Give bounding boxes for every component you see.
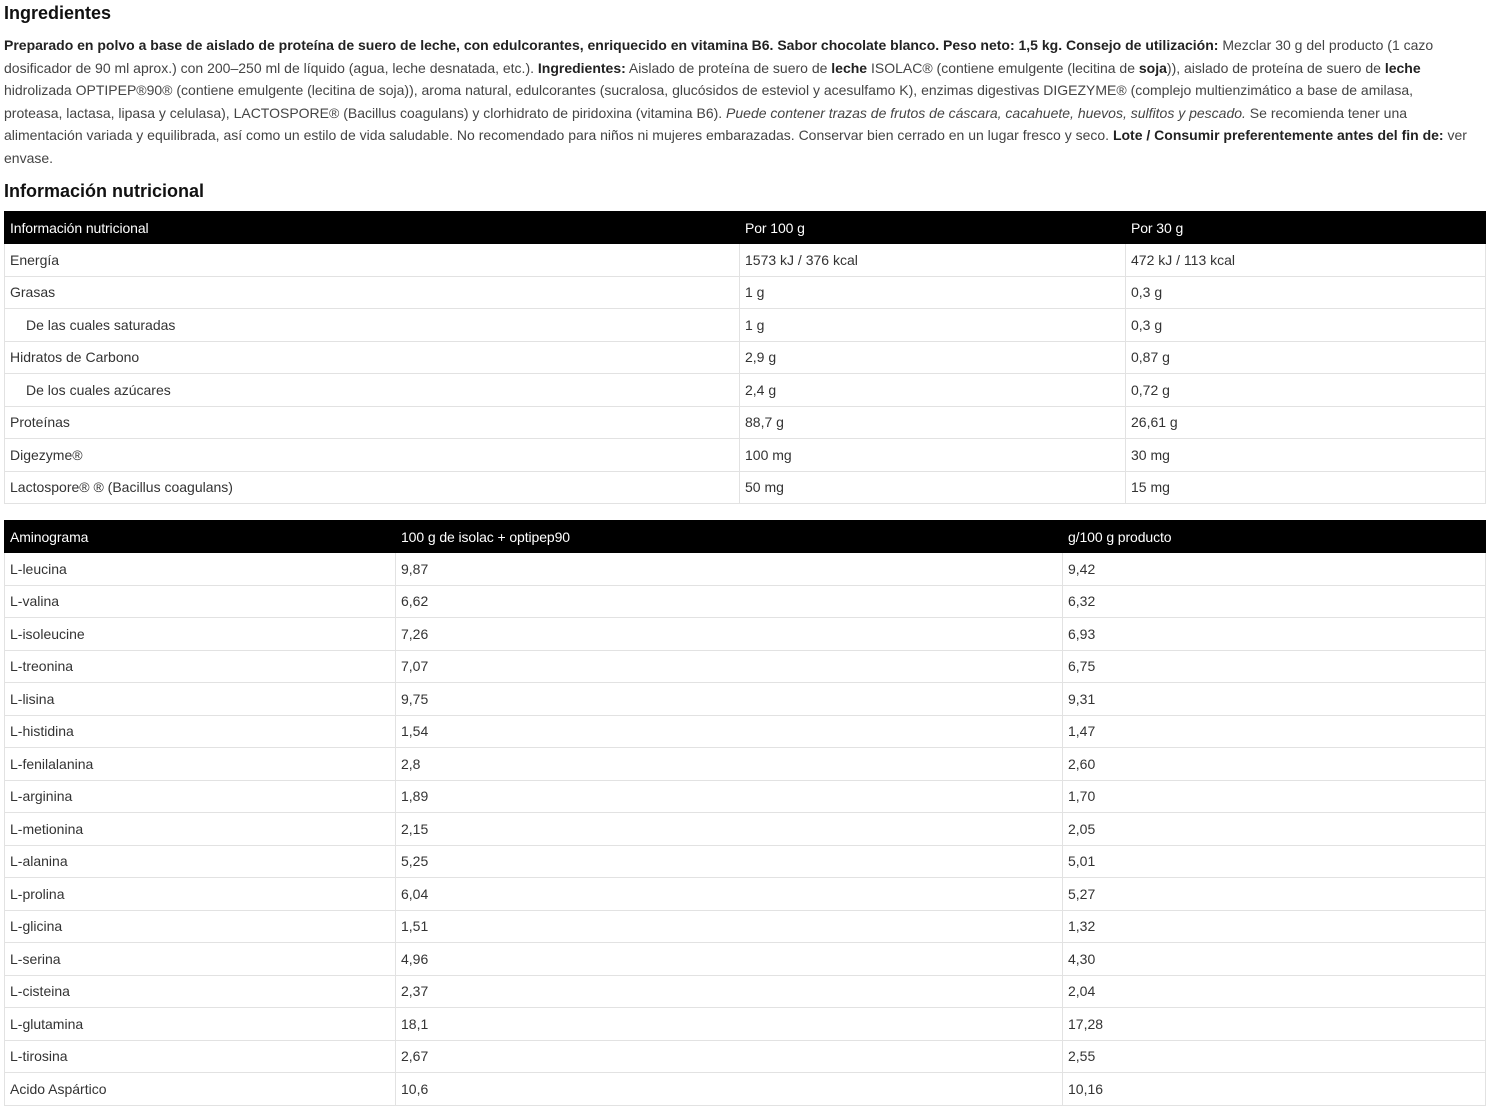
desc-s13: Puede contener trazas de frutos de cáscara, cacahuete, huevos, sulfitos y pescado. — [726, 104, 1246, 121]
table-row — [5, 585, 1486, 618]
nutrient-name: Lactospore® ® (Bacillus coagulans) — [5, 471, 740, 504]
aminogram-table — [4, 520, 1486, 1106]
amino-product: 9,31 — [1063, 683, 1486, 716]
table-row — [5, 975, 1486, 1008]
amino-product: 4,30 — [1063, 943, 1486, 976]
amino-isolac: 1,51 — [396, 910, 1063, 943]
table-row — [5, 374, 1486, 407]
amino-product: 1,32 — [1063, 910, 1486, 943]
table-row — [5, 309, 1486, 342]
nutrient-per30: 30 mg — [1126, 439, 1486, 472]
amino-name: L-isoleucine — [5, 618, 396, 651]
nutrient-per30: 0,3 g — [1126, 276, 1486, 309]
nutrition-table — [4, 211, 1486, 504]
desc-s4: Mezclar 30 g del producto (1 cazo dosificador de 90 ml aprox.) con 200–250 ml de líquido (agua, leche desnatada, etc.). — [4, 37, 1434, 76]
desc-s12: hidrolizada OPTIPEP®90® (contiene emulgente (lecitina de soja)), aroma natural, edulcorantes (sucralosa, glucósidos de esteviol y acesulfamo K), enzimas digestivas DIGEZYME® (complejo multienzimático a base de amilasa, proteasa, lactasa, lipasa y celulasa), LACTOSPORE® (Bacillus coagulans) y clorhidrato de piridoxina (vitamina B6). — [4, 82, 1414, 121]
amino-product: 6,75 — [1063, 650, 1486, 683]
nutrition-header-per100: Por 100 g — [740, 212, 1126, 244]
amino-isolac: 10,6 — [396, 1073, 1063, 1106]
nutrition-header-nutrient: Información nutricional — [5, 212, 740, 244]
nutrient-per100: 2,9 g — [740, 341, 1126, 374]
table-row — [5, 341, 1486, 374]
amino-product: 9,42 — [1063, 553, 1486, 586]
table-row — [5, 1008, 1486, 1041]
desc-s7: leche — [831, 59, 868, 76]
amino-isolac: 6,04 — [396, 878, 1063, 911]
amino-isolac: 9,87 — [396, 553, 1063, 586]
amino-product: 5,01 — [1063, 845, 1486, 878]
amino-name: L-metionina — [5, 813, 396, 846]
table-row — [5, 406, 1486, 439]
nutrient-name: De los cuales azúcares — [5, 374, 740, 407]
table-row — [5, 244, 1486, 277]
desc-s14: Se recomienda tener una alimentación variada y equilibrada, así como un estilo de vida saludable. No recomendado para niños ni mujeres embarazadas. Conservar bien cerrado en un lugar fresco y seco. — [4, 104, 1408, 143]
desc-s2: 1,5 kg — [1018, 37, 1059, 53]
aminogram-header-isolac: 100 g de isolac + optipep90 — [396, 521, 1063, 553]
table-row — [5, 748, 1486, 781]
table-row — [5, 845, 1486, 878]
desc-s9: soja — [1138, 59, 1167, 76]
amino-isolac: 2,15 — [396, 813, 1063, 846]
amino-product: 10,16 — [1063, 1073, 1486, 1106]
amino-product: 5,27 — [1063, 878, 1486, 911]
amino-isolac: 9,75 — [396, 683, 1063, 716]
amino-name: L-treonina — [5, 650, 396, 683]
amino-name: L-lisina — [5, 683, 396, 716]
info-nutricional-heading: Información nutricional — [4, 181, 205, 201]
table-row — [5, 650, 1486, 683]
table-row — [5, 780, 1486, 813]
nutrient-per100: 1573 kJ / 376 kcal — [740, 244, 1126, 277]
amino-name: L-arginina — [5, 780, 396, 813]
nutrient-per100: 1 g — [740, 309, 1126, 342]
table-row — [5, 715, 1486, 748]
amino-isolac: 2,37 — [396, 975, 1063, 1008]
nutrient-per30: 0,3 g — [1126, 309, 1486, 342]
table-row — [5, 553, 1486, 586]
table-row — [5, 439, 1486, 472]
nutrient-per30: 472 kJ / 113 kcal — [1126, 244, 1486, 277]
desc-s3: . Consejo de utilización: — [1058, 37, 1219, 53]
ingredientes-heading: Ingredientes — [4, 3, 112, 23]
nutrient-name: Energía — [5, 244, 740, 277]
table-row — [5, 878, 1486, 911]
nutrient-name: Grasas — [5, 276, 740, 309]
nutrient-per30: 0,72 g — [1126, 374, 1486, 407]
nutrient-per100: 100 mg — [740, 439, 1126, 472]
desc-s10: )), aislado de proteína de suero de — [1166, 59, 1385, 76]
amino-isolac: 6,62 — [396, 585, 1063, 618]
nutrient-name: Proteínas — [5, 406, 740, 439]
nutrition-header-per30: Por 30 g — [1126, 212, 1486, 244]
desc-s8: ISOLAC® (contiene emulgente (lecitina de — [867, 59, 1139, 76]
table-row — [5, 471, 1486, 504]
amino-product: 2,04 — [1063, 975, 1486, 1008]
amino-product: 2,55 — [1063, 1040, 1486, 1073]
desc-s16: ver envase. — [4, 127, 1467, 166]
table-row — [5, 1073, 1486, 1106]
table-row — [5, 1040, 1486, 1073]
nutrition-header-row — [5, 212, 1486, 244]
amino-isolac: 4,96 — [396, 943, 1063, 976]
amino-isolac: 1,54 — [396, 715, 1063, 748]
nutrient-per100: 2,4 g — [740, 374, 1126, 407]
table-row — [5, 813, 1486, 846]
amino-name: L-glutamina — [5, 1008, 396, 1041]
nutrient-per30: 15 mg — [1126, 471, 1486, 504]
desc-s1: Preparado en polvo a base de aislado de proteína de suero de leche, con edulcorantes, enriquecido en vitamina B6. Sabor chocolate blanco. Peso neto: — [4, 37, 1015, 53]
desc-s15: Lote / Consumir preferentemente antes del fin de: — [1112, 127, 1444, 143]
amino-isolac: 18,1 — [396, 1008, 1063, 1041]
table-row — [5, 276, 1486, 309]
aminogram-header-product: g/100 g producto — [1063, 521, 1486, 553]
amino-name: L-alanina — [5, 845, 396, 878]
amino-product: 2,60 — [1063, 748, 1486, 781]
nutrient-name: Hidratos de Carbono — [5, 341, 740, 374]
aminogram-header-name: Aminograma — [5, 521, 396, 553]
amino-isolac: 5,25 — [396, 845, 1063, 878]
amino-name: Acido Aspártico — [5, 1073, 396, 1106]
amino-name: L-serina — [5, 943, 396, 976]
amino-isolac: 2,67 — [396, 1040, 1063, 1073]
amino-name: L-valina — [5, 585, 396, 618]
amino-name: L-leucina — [5, 553, 396, 586]
amino-product: 1,47 — [1063, 715, 1486, 748]
amino-name: L-prolina — [5, 878, 396, 911]
amino-name: L-cisteina — [5, 975, 396, 1008]
amino-name: L-glicina — [5, 910, 396, 943]
amino-product: 2,05 — [1063, 813, 1486, 846]
nutrient-per30: 0,87 g — [1126, 341, 1486, 374]
nutrient-per100: 88,7 g — [740, 406, 1126, 439]
nutrient-name: De las cuales saturadas — [5, 309, 740, 342]
desc-s11: leche — [1384, 59, 1421, 76]
amino-name: L-histidina — [5, 715, 396, 748]
amino-product: 6,32 — [1063, 585, 1486, 618]
desc-s5: Ingredientes: — [537, 59, 626, 76]
nutrient-name: Digezyme® — [5, 439, 740, 472]
desc-s6: Aislado de proteína de suero de — [625, 59, 832, 76]
aminogram-header-row — [5, 521, 1486, 553]
amino-product: 17,28 — [1063, 1008, 1486, 1041]
product-description — [4, 34, 1474, 169]
nutrient-per100: 1 g — [740, 276, 1126, 309]
amino-product: 1,70 — [1063, 780, 1486, 813]
table-row — [5, 943, 1486, 976]
amino-isolac: 2,8 — [396, 748, 1063, 781]
amino-name: L-fenilalanina — [5, 748, 396, 781]
nutrient-per30: 26,61 g — [1126, 406, 1486, 439]
table-row — [5, 618, 1486, 651]
amino-isolac: 7,26 — [396, 618, 1063, 651]
amino-product: 6,93 — [1063, 618, 1486, 651]
table-row — [5, 910, 1486, 943]
amino-name: L-tirosina — [5, 1040, 396, 1073]
amino-isolac: 7,07 — [396, 650, 1063, 683]
table-row — [5, 683, 1486, 716]
amino-isolac: 1,89 — [396, 780, 1063, 813]
nutrient-per100: 50 mg — [740, 471, 1126, 504]
